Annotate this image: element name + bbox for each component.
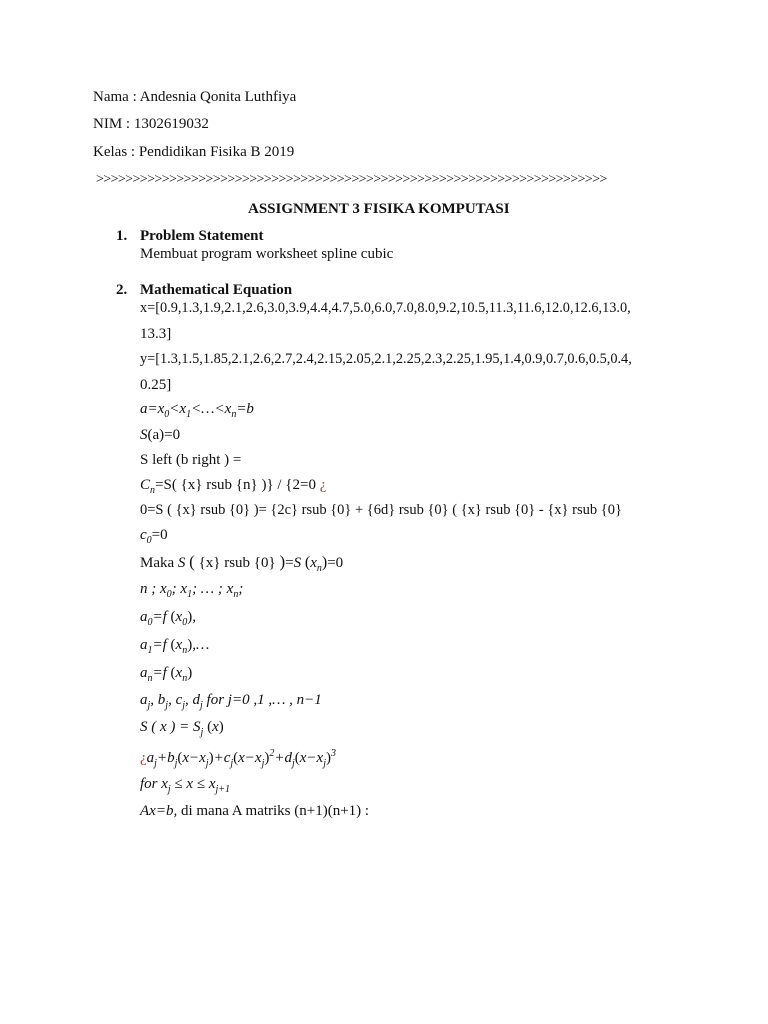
matrix-equation: Ax=b, di mana A matriks (n+1)(n+1) : (140, 803, 370, 819)
section-2-heading: Mathematical Equation (140, 282, 293, 298)
spline-piece: S ( x ) = $S_j$ (x) (140, 719, 224, 738)
boundary-s-a: S(a)=0 (140, 427, 181, 443)
zero-equation: 0=S ( {x} rsub {0} )= {2c} rsub {0} + {6d} rsub {0} ( {x} rsub {0} - {x} rsub {0} (140, 502, 622, 518)
nodes-list: n ; $x_0$; $x_1$; … ; $x_n$; (140, 581, 244, 600)
section-2-number: 2. (116, 282, 128, 298)
section-1-heading: Problem Statement (140, 228, 264, 244)
spline-domain: for $x_j \le x \le x_{j+1}$ (140, 776, 231, 795)
spline-polynomial: ¿$a_j+b_j(x-x_j)+c_j(x-x_j)^2+d_j(x-x_j)^3$ (140, 748, 336, 769)
maka-equation: Maka S ( {x} rsub {0} )=S $(x_n)=0$ (140, 552, 344, 574)
student-nim: NIM : 1302619032 (93, 116, 209, 132)
student-class: Kelas : Pendidikan Fisika B 2019 (93, 144, 295, 160)
coefficients-range: $a_j$, $b_j$, $c_j$, $d_j$ for j=0 ,1 ,… , n−1 (140, 692, 322, 711)
student-name: Nama : Andesnia Qonita Luthfiya (93, 89, 297, 105)
c0-equation: $c_0=0$ (140, 527, 168, 546)
x-data-line-2: 13.3] (140, 326, 172, 342)
a0-equation: $a_0=f$ $(x_0)$, (140, 609, 196, 628)
x-data-line-1: x=[0.9,1.3,1.9,2.1,2.6,3.0,3.9,4.4,4.7,5.0,6.0,7.0,8.0,9.2,10.5,11.3,11.6,12.0,12.6,13.0, (140, 300, 631, 316)
boundary-s-b: S left (b right ) = (140, 452, 242, 468)
y-data-line-1: y=[1.3,1.5,1.85,2.1,2.6,2.7,2.4,2.15,2.05,2.1,2.25,2.3,2.25,1.95,1.4,0.9,0.7,0.6,0.5,0.4, (140, 351, 632, 367)
section-1-number: 1. (116, 228, 128, 244)
y-data-line-2: 0.25] (140, 377, 172, 393)
a1-equation: $a_1=f$ $(x_n),\dots$ (140, 637, 210, 656)
interval-equation: $a=x_0<x_1<\dots<x_n=b$ (140, 401, 254, 420)
an-equation: $a_n=f$ $(x_n)$ (140, 665, 193, 684)
section-1-text: Membuat program worksheet spline cubic (140, 246, 394, 262)
separator-line: >>>>>>>>>>>>>>>>>>>>>>>>>>>>>>>>>>>>>>>>>>>>>>>>>>>>>>>>>>>>>>>>>>>>>> (96, 172, 607, 187)
cn-equation: $C_n=S$( {x} rsub {n} )} / {2=0 ¿ (140, 477, 327, 496)
assignment-title: ASSIGNMENT 3 FISIKA KOMPUTASI (248, 201, 510, 217)
